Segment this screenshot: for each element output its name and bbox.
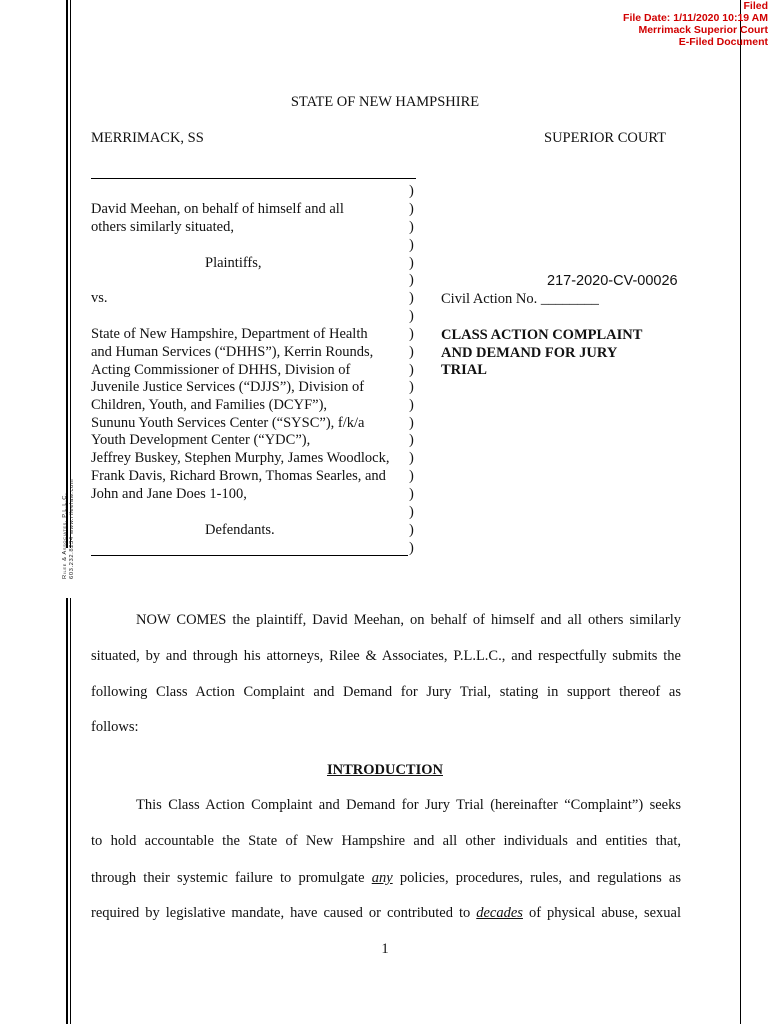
- document-title-line-3: TRIAL: [441, 362, 487, 379]
- para1-line-1: This Class Action Complaint and Demand for Jury Trial (hereinafter “Complaint”) seeks: [136, 797, 681, 813]
- defendants-label: Defendants.: [205, 522, 275, 538]
- court-label: SUPERIOR COURT: [544, 130, 666, 146]
- para1-line-3-b: policies, procedures, rules, and regulations as: [392, 870, 682, 886]
- paren: ): [409, 432, 414, 448]
- paren: ): [409, 237, 414, 253]
- defendant-line-3: Acting Commissioner of DHHS, Division of: [91, 362, 351, 378]
- emphasis-decades: decades: [476, 905, 523, 921]
- paren: ): [409, 362, 414, 378]
- defendant-line-9: Frank Davis, Richard Brown, Thomas Searles, and: [91, 468, 386, 484]
- para1-line-4: [91, 905, 681, 922]
- defendant-line-1: State of New Hampshire, Department of Health: [91, 326, 368, 342]
- intro-line-1: NOW COMES the plaintiff, David Meehan, on behalf of himself and all others similarly: [136, 612, 681, 628]
- paren: ): [409, 255, 414, 271]
- civil-action-label: Civil Action No. ________: [441, 291, 599, 307]
- firm-contact: 603.232.8234 www.rileelaw.com: [69, 478, 75, 579]
- stamp-line-4: E-Filed Document: [678, 36, 768, 48]
- paren: ): [409, 344, 414, 360]
- paren: ): [409, 486, 414, 502]
- paren: ): [409, 201, 414, 217]
- paren: ): [409, 397, 414, 413]
- defendant-line-6: Sununu Youth Services Center (“SYSC”), f/k/a: [91, 415, 365, 431]
- firm-margin-text: [62, 434, 75, 584]
- paren: ): [409, 290, 414, 306]
- document-title: [441, 327, 642, 380]
- caption-top-rule: [91, 178, 416, 179]
- paren: ): [409, 308, 414, 324]
- paren: ): [409, 272, 414, 288]
- defendant-line-2: and Human Services (“DHHS”), Kerrin Rounds,: [91, 344, 374, 360]
- vs-label: vs.: [91, 290, 108, 306]
- intro-line-2: situated, by and through his attorneys, Rilee & Associates, P.L.L.C., and respectfully submits the: [91, 648, 681, 664]
- margin-rule-bottom-inner: [70, 598, 71, 1024]
- paren: ): [409, 540, 414, 556]
- stamp-rule: [740, 0, 741, 1024]
- paren: ): [409, 326, 414, 342]
- paren: ): [409, 183, 414, 199]
- para1-line-4-a: required by legislative mandate, have caused or contributed to: [91, 905, 477, 921]
- defendant-line-7: Youth Development Center (“YDC”),: [91, 432, 311, 448]
- para1-line-3: [91, 870, 681, 887]
- stamp-line-3: Merrimack Superior Court: [638, 24, 768, 36]
- paren: ): [409, 450, 414, 466]
- para1-line-4-b: of physical abuse, sexual: [522, 905, 681, 921]
- defendant-line-10: John and Jane Does 1-100,: [91, 486, 247, 502]
- stamp-line-2: File Date: 1/11/2020 10:19 AM: [623, 12, 768, 24]
- emphasis-any: any: [371, 870, 393, 886]
- stamp-line-1: Filed: [743, 0, 768, 12]
- para1-line-2: to hold accountable the State of New Hampshire and all other individuals and entities that,: [91, 833, 681, 849]
- defendant-line-8: Jeffrey Buskey, Stephen Murphy, James Woodlock,: [91, 450, 390, 466]
- paren: ): [409, 468, 414, 484]
- document-title-line-2: AND DEMAND FOR JURY: [441, 344, 618, 361]
- margin-rule-bottom: [66, 598, 68, 1024]
- paren: ): [409, 522, 414, 538]
- para1-line-3-a: through their systemic failure to promulgate: [91, 870, 372, 886]
- paren: ): [409, 504, 414, 520]
- state-heading: STATE OF NEW HAMPSHIRE: [290, 94, 480, 110]
- caption-bottom-rule: [91, 555, 408, 556]
- firm-name: Rilee & Associates, P.L.L.C.: [62, 492, 68, 579]
- defendant-line-5: Children, Youth, and Families (DCYF”),: [91, 397, 328, 413]
- plaintiffs-label: Plaintiffs,: [205, 255, 262, 271]
- defendant-line-4: Juvenile Justice Services (“DJJS”), Division of: [91, 379, 365, 395]
- plaintiff-line-2: others similarly situated,: [91, 219, 234, 235]
- intro-line-4: follows:: [91, 719, 139, 735]
- paren: ): [409, 379, 414, 395]
- case-number: 217-2020-CV-00026: [547, 273, 678, 289]
- document-title-line-1: CLASS ACTION COMPLAINT: [441, 327, 643, 343]
- section-heading: INTRODUCTION: [326, 762, 443, 778]
- page-number: 1: [381, 941, 389, 957]
- paren: ): [409, 219, 414, 235]
- intro-line-3: following Class Action Complaint and Demand for Jury Trial, stating in support thereof as: [91, 684, 681, 700]
- county-label: MERRIMACK, SS: [91, 130, 204, 146]
- plaintiff-line-1: David Meehan, on behalf of himself and all: [91, 201, 344, 217]
- filed-stamp: [623, 0, 768, 48]
- paren: ): [409, 415, 414, 431]
